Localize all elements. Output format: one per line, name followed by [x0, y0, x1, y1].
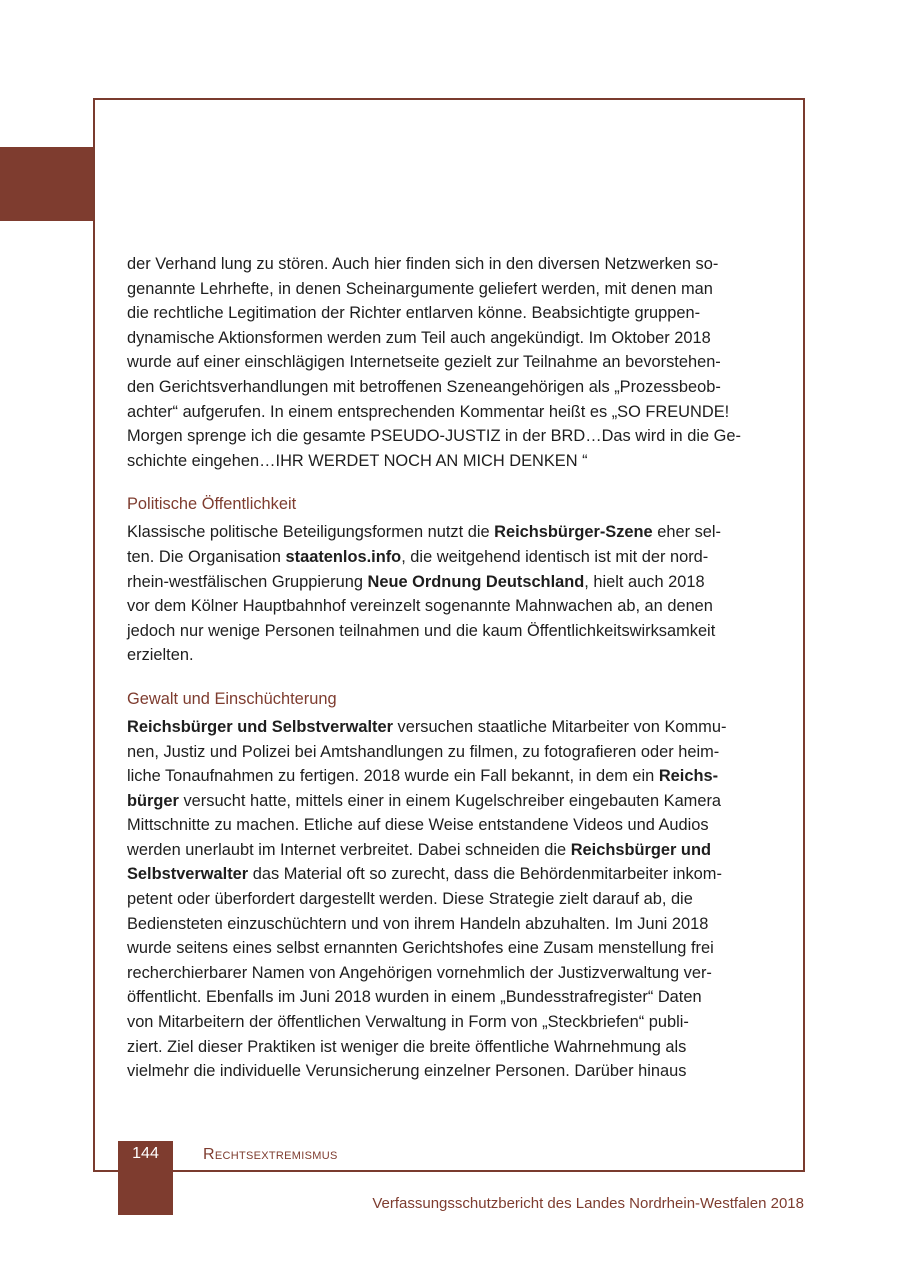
body-text	[127, 252, 757, 1084]
term-reichsbuerger-selbstverwalter: Reichsbürger und Selbstverwalter	[127, 717, 393, 736]
paragraph-3: Reichsbürger und Selbstverwalter versuchen staatliche Mitarbeiter von Kommu- nen, Justiz und Polizei bei Amtshandlungen zu filmen, zu fotografieren oder heim- liche Tonaufnahmen zu fertigen. 2018 wurde ein Fall bekannt, in dem ein Reichs- bürger versucht hatte, mittels einer in einem Kugelschreiber eingebauten Kamera Mittschnitte zu machen. Etliche auf diese Weise entstandene Videos und Audios werden unerlaubt im Internet verbreitet. Dabei schneiden die Reichsbürger und Selbstverwalter das Material oft so zurecht, dass die Behördenmitarbeiter inkom- petent oder überfordert dargestellt werden. Diese Strategie zielt darauf ab, die Bediensteten einzuschüchtern und von ihrem Handeln abzuhalten. Im Juni 2018 wurde seitens eines selbst ernannten Gerichtshofes eine Zusam menstellung frei recherchierbarer Namen von Angehörigen vornehmlich der Justizverwaltung ver- öffentlicht. Ebenfalls im Juni 2018 wurden in einem „Bundesstrafregister“ Daten von Mitarbeitern der öffentlichen Verwaltung in Form von „Steckbriefen“ publi- ziert. Ziel dieser Praktiken ist weniger die breite öffentliche Wahrnehmung als vielmehr die individuelle Verunsicherung einzelner Personen. Darüber hinaus	[127, 717, 727, 1081]
paragraph-1: der Verhand lung zu stören. Auch hier finden sich in den diversen Netzwerken so- genannte Lehrhefte, in denen Scheinargumente geliefert werden, mit denen man die rechtliche Legitimation der Richter entlarven könne. Beabsichtigte gruppen- dynamische Aktionsformen werden zum Teil auch angekündigt. Im Oktober 2018 wurde auf einer einschlägigen Internetseite gezielt zur Teilnahme an bevorstehen- den Gerichtsverhandlungen mit betroffenen Szeneangehörigen als „Prozessbeob- achter“ aufgerufen. In einem entsprechenden Kommentar heißt es „SO FREUNDE! Morgen sprenge ich die gesamte PSEUDO-JUSTIZ in der BRD…Das wird in die Ge- schichte eingehen…IHR WERDET NOCH AN MICH DENKEN “	[127, 255, 741, 470]
page-number: 144	[132, 1145, 159, 1162]
publication-title: Verfassungsschutzbericht des Landes Nordrhein-Westfalen 2018	[372, 1195, 804, 1212]
paragraph-2: Klassische politische Beteiligungsformen nutzt die Reichsbürger-Szene eher sel- ten. Die Organisation staatenlos.info, die weitgehend identisch ist mit der nord- rhein-westfälischen Gruppierung Neue Ordnung Deutschland, hielt auch 2018 vor dem Kölner Hauptbahnhof vereinzelt sogenannte Mahnwachen ab, an denen jedoch nur wenige Personen teilnahmen und die kaum Öffentlichkeitswirksamkeit erzielten.	[127, 523, 721, 665]
term-staatenlos-info: staatenlos.info	[285, 547, 402, 566]
heading-gewalt-einschuechterung: Gewalt und Einschüchterung	[127, 689, 337, 708]
term-neue-ordnung-deutschland: Neue Ordnung Deutschland	[367, 572, 585, 591]
heading-politische-oeffentlichkeit: Politische Öffentlichkeit	[127, 495, 297, 514]
term-reichsbuerger-szene: Reichsbürger-Szene	[494, 523, 653, 542]
chapter-tab	[0, 147, 93, 221]
section-label: Rechtsextremismus	[203, 1146, 338, 1163]
